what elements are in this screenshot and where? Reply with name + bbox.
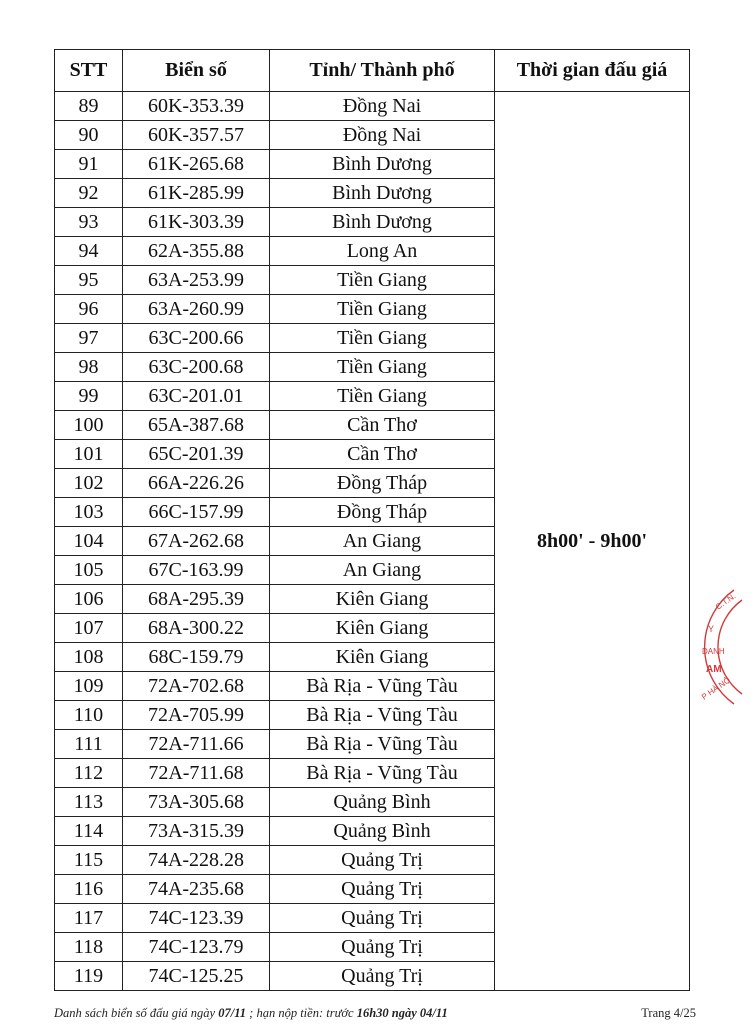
province-cell: Quảng Trị xyxy=(270,875,495,904)
stt-cell: 109 xyxy=(55,672,123,701)
province-cell: Bình Dương xyxy=(270,208,495,237)
stt-cell: 111 xyxy=(55,730,123,759)
stt-cell: 98 xyxy=(55,353,123,382)
header-time: Thời gian đấu giá xyxy=(495,50,690,92)
seal-text-mid1: Y xyxy=(708,624,715,634)
stt-cell: 100 xyxy=(55,411,123,440)
plate-cell: 68A-300.22 xyxy=(123,614,270,643)
plate-cell: 73A-315.39 xyxy=(123,817,270,846)
seal-text-bottom: P HÀ NỘ xyxy=(699,675,732,702)
province-cell: Đồng Tháp xyxy=(270,498,495,527)
province-cell: Kiên Giang xyxy=(270,585,495,614)
seal-text-mid2: DANH xyxy=(702,647,725,656)
table-row xyxy=(55,92,690,121)
plate-cell: 68C-159.79 xyxy=(123,643,270,672)
plate-cell: 72A-711.66 xyxy=(123,730,270,759)
province-cell: Đồng Nai xyxy=(270,92,495,121)
stt-cell: 117 xyxy=(55,904,123,933)
stt-cell: 105 xyxy=(55,556,123,585)
stt-cell: 107 xyxy=(55,614,123,643)
plate-cell: 72A-702.68 xyxy=(123,672,270,701)
plate-cell: 63A-260.99 xyxy=(123,295,270,324)
province-cell: Bà Rịa - Vũng Tàu xyxy=(270,730,495,759)
plate-cell: 61K-265.68 xyxy=(123,150,270,179)
page-footer xyxy=(54,1006,696,1021)
stt-cell: 119 xyxy=(55,962,123,991)
stt-cell: 91 xyxy=(55,150,123,179)
stt-cell: 97 xyxy=(55,324,123,353)
province-cell: Quảng Trị xyxy=(270,904,495,933)
stt-cell: 108 xyxy=(55,643,123,672)
plate-cell: 65A-387.68 xyxy=(123,411,270,440)
footer-date: 07/11 xyxy=(218,1006,247,1020)
stt-cell: 92 xyxy=(55,179,123,208)
province-cell: Tiền Giang xyxy=(270,266,495,295)
stt-cell: 115 xyxy=(55,846,123,875)
seal-text-mid3: AM xyxy=(706,664,722,675)
stt-cell: 96 xyxy=(55,295,123,324)
province-cell: Đồng Nai xyxy=(270,121,495,150)
province-cell: Tiền Giang xyxy=(270,295,495,324)
province-cell: Quảng Trị xyxy=(270,846,495,875)
province-cell: Bà Rịa - Vũng Tàu xyxy=(270,672,495,701)
header-province: Tỉnh/ Thành phố xyxy=(270,50,495,92)
stt-cell: 103 xyxy=(55,498,123,527)
stt-cell: 104 xyxy=(55,527,123,556)
province-cell: Quảng Trị xyxy=(270,962,495,991)
plate-cell: 65C-201.39 xyxy=(123,440,270,469)
plate-cell: 67C-163.99 xyxy=(123,556,270,585)
province-cell: Cần Thơ xyxy=(270,440,495,469)
plate-cell: 74A-228.28 xyxy=(123,846,270,875)
plate-cell: 66C-157.99 xyxy=(123,498,270,527)
province-cell: Bà Rịa - Vũng Tàu xyxy=(270,701,495,730)
province-cell: Kiên Giang xyxy=(270,614,495,643)
header-stt: STT xyxy=(55,50,123,92)
province-cell: Bình Dương xyxy=(270,150,495,179)
plate-cell: 63C-201.01 xyxy=(123,382,270,411)
plate-cell: 68A-295.39 xyxy=(123,585,270,614)
stt-cell: 94 xyxy=(55,237,123,266)
plate-cell: 74C-123.79 xyxy=(123,933,270,962)
province-cell: Tiền Giang xyxy=(270,382,495,411)
province-cell: Quảng Trị xyxy=(270,933,495,962)
stt-cell: 113 xyxy=(55,788,123,817)
stt-cell: 95 xyxy=(55,266,123,295)
plate-cell: 67A-262.68 xyxy=(123,527,270,556)
province-cell: Bình Dương xyxy=(270,179,495,208)
plate-cell: 73A-305.68 xyxy=(123,788,270,817)
province-cell: Bà Rịa - Vũng Tàu xyxy=(270,759,495,788)
plate-cell: 74C-123.39 xyxy=(123,904,270,933)
stt-cell: 112 xyxy=(55,759,123,788)
plate-cell: 62A-355.88 xyxy=(123,237,270,266)
stt-cell: 89 xyxy=(55,92,123,121)
stt-cell: 101 xyxy=(55,440,123,469)
province-cell: Kiên Giang xyxy=(270,643,495,672)
plate-cell: 63C-200.66 xyxy=(123,324,270,353)
plate-cell: 72A-711.68 xyxy=(123,759,270,788)
plates-table xyxy=(54,49,690,991)
province-cell: Long An xyxy=(270,237,495,266)
stt-cell: 116 xyxy=(55,875,123,904)
header-row xyxy=(55,50,690,92)
seal-outer-arc xyxy=(705,590,734,704)
province-cell: Tiền Giang xyxy=(270,324,495,353)
stt-cell: 106 xyxy=(55,585,123,614)
plate-cell: 63C-200.68 xyxy=(123,353,270,382)
stt-cell: 110 xyxy=(55,701,123,730)
stt-cell: 93 xyxy=(55,208,123,237)
plate-cell: 63A-253.99 xyxy=(123,266,270,295)
plate-cell: 61K-285.99 xyxy=(123,179,270,208)
province-cell: Đồng Tháp xyxy=(270,469,495,498)
plate-cell: 74A-235.68 xyxy=(123,875,270,904)
seal-text-top: C.T.N. xyxy=(713,591,738,612)
stt-cell: 114 xyxy=(55,817,123,846)
province-cell: An Giang xyxy=(270,556,495,585)
plate-cell: 60K-357.57 xyxy=(123,121,270,150)
province-cell: Cần Thơ xyxy=(270,411,495,440)
header-plate: Biển số xyxy=(123,50,270,92)
footer-prefix: Danh sách biển số đấu giá ngày xyxy=(54,1006,219,1020)
footer-middle: ; hạn nộp tiền: trước xyxy=(246,1006,357,1020)
province-cell: Quảng Bình xyxy=(270,817,495,846)
stt-cell: 99 xyxy=(55,382,123,411)
plate-cell: 72A-705.99 xyxy=(123,701,270,730)
plate-cell: 66A-226.26 xyxy=(123,469,270,498)
page-number: Trang 4/25 xyxy=(641,1006,696,1020)
plate-cell: 74C-125.25 xyxy=(123,962,270,991)
plate-cell: 61K-303.39 xyxy=(123,208,270,237)
footer-note xyxy=(54,1006,448,1020)
stt-cell: 118 xyxy=(55,933,123,962)
footer-deadline: 16h30 ngày 04/11 xyxy=(356,1006,448,1020)
red-seal-stamp xyxy=(694,572,754,722)
seal-inner-arc xyxy=(718,600,742,694)
stt-cell: 90 xyxy=(55,121,123,150)
province-cell: An Giang xyxy=(270,527,495,556)
time-slot-cell: 8h00' - 9h00' xyxy=(495,92,690,991)
plate-cell: 60K-353.39 xyxy=(123,92,270,121)
stt-cell: 102 xyxy=(55,469,123,498)
province-cell: Quảng Bình xyxy=(270,788,495,817)
province-cell: Tiền Giang xyxy=(270,353,495,382)
